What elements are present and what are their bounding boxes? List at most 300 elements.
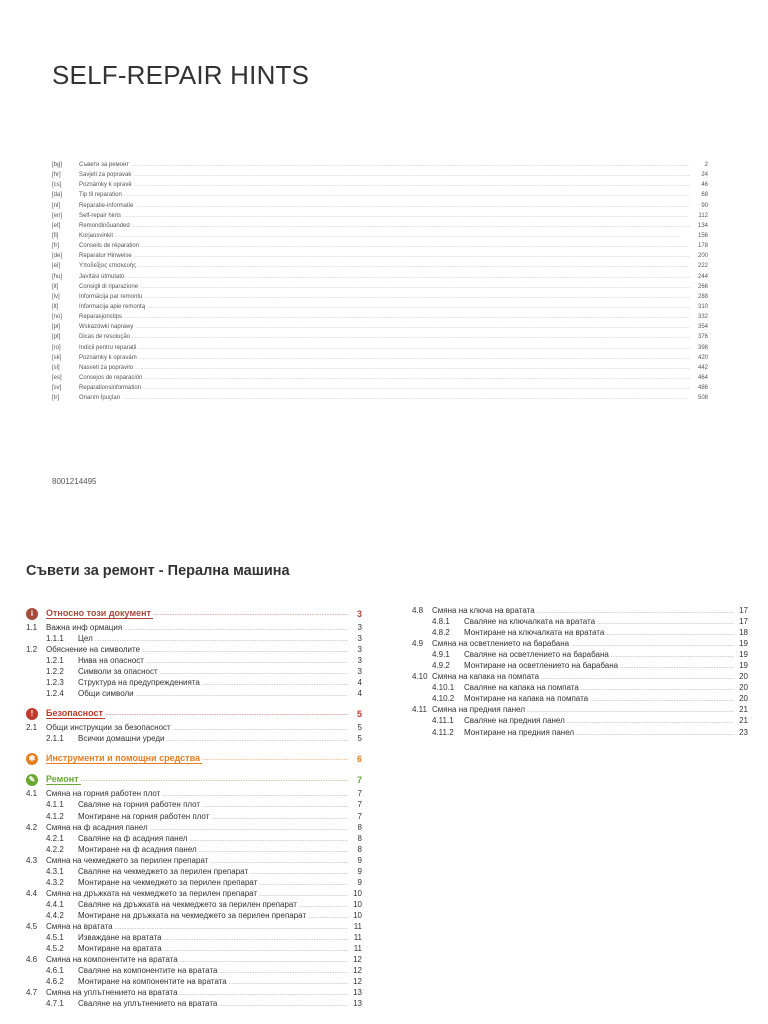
dot-leader bbox=[144, 375, 690, 381]
toc-title: Смяна на ключа на вратата bbox=[432, 606, 535, 615]
language-code: [tr] bbox=[52, 395, 59, 402]
toc-page-number: 21 bbox=[739, 716, 748, 726]
toc-number: 4.6.1 bbox=[46, 966, 64, 976]
toc-number: 4.10.2 bbox=[432, 694, 455, 704]
toc-chapter-title: Ремонт bbox=[46, 774, 79, 785]
toc-chapter-safety[interactable] bbox=[26, 706, 362, 721]
language-code: [sv] bbox=[52, 385, 62, 392]
toc-title: Сваляне на компонентите на вратата bbox=[78, 966, 218, 976]
dot-leader bbox=[146, 659, 348, 665]
language-row[interactable] bbox=[52, 284, 708, 294]
language-title: Wskazówki naprawy bbox=[79, 324, 134, 331]
language-title: Self-repair hints bbox=[79, 212, 122, 219]
toc-chapter-title: Безопасност bbox=[46, 708, 103, 719]
language-title: Reparatur Hinweise bbox=[79, 253, 132, 260]
toc-page-number: 23 bbox=[739, 727, 748, 737]
toc-section-row[interactable] bbox=[26, 623, 362, 634]
language-page-number: 90 bbox=[701, 202, 708, 209]
language-title: Nasveti za popravilo bbox=[79, 364, 134, 371]
toc-section-row[interactable] bbox=[26, 955, 362, 966]
toc-page-number: 3 bbox=[357, 656, 362, 666]
language-code: [fr] bbox=[52, 243, 59, 250]
toc-page-number: 13 bbox=[353, 988, 362, 998]
language-page-number: 376 bbox=[697, 334, 708, 341]
toc-page-number: 8 bbox=[357, 844, 362, 854]
toc-title: Смяна на горния работен плот bbox=[46, 789, 161, 799]
toc-title: Сваляне на горния работен плот bbox=[78, 800, 201, 810]
dot-leader bbox=[173, 726, 348, 732]
toc-number: 4.11.1 bbox=[432, 716, 454, 726]
tools-icon: ✱ bbox=[26, 753, 38, 765]
toc-title: Смяна на дръжката на чекмеджето за перилен препарат bbox=[46, 888, 258, 898]
language-row[interactable] bbox=[52, 213, 708, 223]
toc-page-number: 11 bbox=[353, 921, 362, 931]
toc-chapter-title: Относно този документ bbox=[46, 608, 151, 618]
dot-leader bbox=[229, 980, 348, 986]
toc-page-number: 9 bbox=[357, 855, 362, 865]
toc-chapter-page: 7 bbox=[356, 774, 362, 785]
toc-subsection-row[interactable] bbox=[26, 933, 362, 944]
toc-number: 4.9.1 bbox=[432, 650, 450, 660]
dot-leader bbox=[541, 675, 734, 681]
dot-leader bbox=[143, 385, 690, 391]
toc-subsection-row[interactable] bbox=[412, 683, 748, 694]
toc-number: 4.3.2 bbox=[46, 877, 64, 887]
toc-subsection-row[interactable] bbox=[26, 800, 362, 811]
dot-leader bbox=[611, 653, 734, 659]
toc-title: Сваляне на осветлението на барабана bbox=[464, 650, 609, 660]
toc-section-row[interactable] bbox=[26, 856, 362, 867]
toc-number: 1.1.1 bbox=[46, 634, 64, 644]
toc-title: Монтиране на капака на помпата bbox=[464, 694, 589, 704]
toc-number: 4.9.2 bbox=[432, 661, 450, 671]
dot-leader bbox=[140, 284, 690, 290]
toc-page-number: 5 bbox=[357, 723, 362, 733]
language-code: [hu] bbox=[52, 273, 63, 280]
toc-chapter-repair[interactable] bbox=[26, 772, 362, 787]
toc-title: Смяна на ф асадния панел bbox=[46, 822, 148, 832]
dot-leader bbox=[135, 324, 690, 330]
toc-subsection-row[interactable] bbox=[26, 845, 362, 856]
toc-page-number: 3 bbox=[357, 623, 362, 632]
toc-title: Всички домашни уреди bbox=[78, 734, 165, 744]
language-title: Dicas de resolução bbox=[79, 334, 131, 341]
language-page-number: 420 bbox=[697, 354, 708, 361]
language-title: Informācija par remontu bbox=[79, 293, 143, 300]
language-title: Poznámky k opravě bbox=[79, 182, 132, 189]
toc-chapter-doc[interactable] bbox=[26, 606, 362, 621]
language-row[interactable] bbox=[52, 182, 708, 192]
dot-leader bbox=[124, 314, 690, 320]
language-row[interactable] bbox=[52, 324, 708, 334]
toc-title: Смяна на компонентите на вратата bbox=[46, 955, 178, 965]
language-title: Savjeti za popravak bbox=[79, 172, 132, 179]
dot-leader bbox=[139, 355, 690, 361]
toc-page-number: 20 bbox=[739, 694, 748, 704]
toc-title: Сваляне на уплътнението на вратата bbox=[78, 999, 218, 1009]
language-code: [nl] bbox=[52, 202, 61, 209]
language-row[interactable] bbox=[52, 253, 708, 263]
language-title: Conseils de réparation bbox=[79, 243, 140, 250]
toc-page-number: 3 bbox=[357, 645, 362, 655]
dot-leader bbox=[142, 648, 348, 654]
language-code: [bg] bbox=[52, 162, 63, 168]
language-page-number: 46 bbox=[701, 182, 708, 189]
toc-number: 4.8.2 bbox=[432, 628, 450, 638]
language-title: Reparasjonstips bbox=[79, 314, 123, 321]
dot-leader bbox=[133, 172, 690, 178]
toc-subsection-row[interactable] bbox=[26, 944, 362, 955]
toc-page-number: 8 bbox=[357, 833, 362, 843]
toc-section-row[interactable] bbox=[26, 922, 362, 933]
language-row[interactable] bbox=[52, 263, 708, 273]
toc-title: Монтиране на дръжката на чекмеджето за перилен препарат bbox=[78, 910, 307, 920]
toc-subsection-row[interactable] bbox=[26, 900, 362, 911]
language-row[interactable] bbox=[52, 162, 708, 172]
dot-leader bbox=[131, 162, 690, 168]
language-page-number: 156 bbox=[697, 232, 708, 239]
toc-number: 4.2.1 bbox=[46, 833, 64, 843]
toc-section-row[interactable] bbox=[26, 889, 362, 900]
language-index bbox=[52, 162, 708, 405]
language-page-number: 266 bbox=[697, 283, 708, 290]
toc-page-number: 13 bbox=[353, 999, 362, 1009]
dot-leader bbox=[95, 637, 348, 643]
language-code: [lv] bbox=[52, 293, 60, 300]
info-icon: i bbox=[26, 608, 38, 620]
dot-leader bbox=[144, 294, 690, 300]
toc-page-number: 3 bbox=[357, 667, 362, 677]
language-row[interactable] bbox=[52, 274, 708, 284]
toc-section-row[interactable] bbox=[412, 639, 748, 650]
toc-section-row[interactable] bbox=[412, 672, 748, 683]
toc-title: Сваляне на дръжката на чекмеджето за перилен препарат bbox=[78, 899, 297, 909]
language-code: [et] bbox=[52, 222, 61, 229]
toc-number: 2.1 bbox=[26, 723, 38, 733]
toc-chapter-page: 6 bbox=[356, 753, 362, 764]
dot-leader bbox=[527, 708, 734, 714]
toc-page-number: 10 bbox=[353, 888, 362, 898]
dot-leader bbox=[138, 345, 690, 351]
language-code: [lt] bbox=[52, 303, 59, 310]
toc-section-row[interactable] bbox=[26, 789, 362, 800]
dot-leader bbox=[211, 815, 348, 821]
language-row[interactable] bbox=[52, 243, 708, 253]
toc-number: 4.4.1 bbox=[46, 899, 64, 909]
toc-number: 4.3 bbox=[26, 855, 38, 865]
toc-number: 1.2 bbox=[26, 645, 38, 655]
dot-leader bbox=[210, 859, 348, 865]
toc-number: 4.1 bbox=[26, 789, 38, 799]
toc-page-number: 12 bbox=[353, 955, 362, 965]
language-code: [cs] bbox=[52, 182, 62, 189]
language-row[interactable] bbox=[52, 203, 708, 213]
toc-number: 1.2.3 bbox=[46, 678, 64, 688]
toc-number: 4.4.2 bbox=[46, 910, 64, 920]
toc-title: Смяна на уплътнението на вратата bbox=[46, 988, 178, 998]
dot-leader bbox=[135, 203, 690, 209]
toc-page-number: 11 bbox=[353, 933, 362, 943]
language-page-number: 486 bbox=[697, 385, 708, 392]
toc-title: Сваляне на капака на помпата bbox=[464, 683, 579, 693]
toc-section-row[interactable] bbox=[26, 723, 362, 734]
language-title: Reparationsinformation bbox=[79, 385, 142, 392]
language-row[interactable] bbox=[52, 345, 708, 355]
language-page-number: 68 bbox=[701, 192, 708, 199]
toc-page-number: 21 bbox=[739, 705, 748, 715]
toc-subsection-row[interactable] bbox=[26, 977, 362, 988]
dot-leader bbox=[250, 870, 348, 876]
language-page-number: 222 bbox=[697, 263, 708, 270]
toc-number: 1.2.2 bbox=[46, 667, 64, 677]
language-page-number: 288 bbox=[697, 293, 708, 300]
dot-leader bbox=[81, 777, 348, 783]
toc-number: 4.6.2 bbox=[46, 977, 64, 987]
warning-icon: ! bbox=[26, 708, 38, 720]
language-title: Indicii pentru reparații bbox=[79, 344, 137, 351]
toc-page-number: 10 bbox=[353, 899, 362, 909]
language-code: [fi] bbox=[52, 232, 59, 239]
toc-title: Монтиране на ключалката на вратата bbox=[464, 628, 605, 638]
toc-page-number: 19 bbox=[739, 661, 748, 671]
toc-title: Смяна на капака на помпата bbox=[432, 672, 540, 682]
document-number: 8001214495 bbox=[52, 477, 97, 486]
language-row[interactable] bbox=[52, 304, 708, 314]
toc-subsection-row[interactable] bbox=[26, 667, 362, 678]
toc-subsection-row[interactable] bbox=[412, 617, 748, 628]
toc-title: Цел bbox=[78, 634, 93, 644]
dot-leader bbox=[164, 936, 348, 942]
dot-leader bbox=[571, 642, 734, 648]
toc-title: Смяна на осветлението на барабана bbox=[432, 639, 570, 649]
toc-subsection-row[interactable] bbox=[26, 878, 362, 889]
dot-leader bbox=[124, 626, 348, 632]
dot-leader bbox=[259, 881, 348, 887]
language-title: Tip til reparation bbox=[79, 192, 122, 199]
toc-title: Символи за опасност bbox=[78, 667, 158, 677]
language-code: [en] bbox=[52, 212, 63, 219]
toc-page-number: 19 bbox=[739, 639, 748, 649]
toc-section-row[interactable] bbox=[412, 606, 748, 617]
dot-leader bbox=[124, 192, 690, 198]
toc-title: Смяна на чекмеджето за перилен препарат bbox=[46, 855, 209, 865]
toc-subsection-row[interactable] bbox=[26, 634, 362, 645]
toc-page-number: 9 bbox=[357, 877, 362, 887]
language-title: Съвети за ремонт bbox=[79, 162, 130, 168]
language-page-number: 244 bbox=[697, 273, 708, 280]
toc-title: Сваляне на ф асадния панел bbox=[78, 833, 188, 843]
toc-page-number: 3 bbox=[357, 634, 362, 644]
language-page-number: 354 bbox=[697, 324, 708, 331]
toc-chapter-page: 5 bbox=[356, 708, 362, 719]
toc-title: Нива на опасност bbox=[78, 656, 144, 666]
toc-chapter-title: Инструменти и помощни средства bbox=[46, 753, 201, 764]
language-row[interactable] bbox=[52, 355, 708, 365]
language-code: [es] bbox=[52, 374, 62, 381]
toc-subsection-row[interactable] bbox=[26, 867, 362, 878]
toc-page-number: 8 bbox=[357, 822, 362, 832]
toc-page-number: 19 bbox=[739, 650, 748, 660]
dot-leader bbox=[167, 737, 348, 743]
toc-title: Смяна на предния панел bbox=[432, 705, 526, 715]
toc-section-row[interactable] bbox=[412, 705, 748, 716]
dot-leader bbox=[590, 697, 734, 703]
language-code: [hr] bbox=[52, 172, 61, 179]
toc-number: 4.5 bbox=[26, 921, 38, 931]
toc-chapter-page: 3 bbox=[356, 608, 362, 619]
wrench-icon: ✎ bbox=[26, 774, 38, 786]
language-row[interactable] bbox=[52, 223, 708, 233]
toc-subsection-row[interactable] bbox=[26, 689, 362, 700]
dot-leader bbox=[537, 609, 734, 615]
language-row[interactable] bbox=[52, 294, 708, 304]
toc-page-number: 12 bbox=[353, 966, 362, 976]
toc-subsection-row[interactable] bbox=[26, 656, 362, 667]
language-code: [it] bbox=[52, 283, 59, 290]
language-code: [no] bbox=[52, 314, 63, 321]
language-code: [el] bbox=[52, 263, 61, 270]
dot-leader bbox=[199, 848, 348, 854]
toc-title: Смяна на вратата bbox=[46, 921, 113, 931]
toc-title: Монтиране на осветлението на барабана bbox=[464, 661, 619, 671]
language-code: [de] bbox=[52, 253, 63, 260]
dot-leader bbox=[115, 233, 690, 239]
toc-subsection-row[interactable] bbox=[26, 834, 362, 845]
toc-title: Изваждане на вратата bbox=[78, 933, 162, 943]
dot-leader bbox=[606, 631, 734, 637]
dot-leader bbox=[202, 756, 348, 762]
language-code: [ro] bbox=[52, 344, 61, 351]
language-title: Poznámky k opravám bbox=[79, 354, 137, 361]
dot-leader bbox=[620, 664, 734, 670]
language-title: Consigli di riparazione bbox=[79, 283, 139, 290]
language-title: Remondinõuanded bbox=[79, 222, 130, 229]
toc-page-number: 20 bbox=[739, 683, 748, 693]
dot-leader bbox=[308, 914, 348, 920]
language-title: Informacija apie remontą bbox=[79, 303, 146, 310]
language-row[interactable] bbox=[52, 334, 708, 344]
language-title: Reparatie-informatie bbox=[79, 202, 134, 209]
dot-leader bbox=[581, 686, 734, 692]
language-row[interactable] bbox=[52, 395, 708, 405]
toc-subsection-row[interactable] bbox=[26, 812, 362, 823]
language-row[interactable] bbox=[52, 375, 708, 385]
toc-page-number: 20 bbox=[739, 672, 748, 682]
language-row[interactable] bbox=[52, 192, 708, 202]
toc-page-number: 12 bbox=[353, 977, 362, 987]
language-page-number: 178 bbox=[697, 243, 708, 250]
toc-title: Важна инф ормация bbox=[46, 623, 123, 632]
language-page-number: 442 bbox=[697, 364, 708, 371]
toc-number: 1.1 bbox=[26, 623, 38, 632]
toc-subsection-row[interactable] bbox=[412, 694, 748, 705]
dot-leader bbox=[136, 692, 348, 698]
dot-leader bbox=[132, 223, 690, 229]
toc-title: Сваляне на ключалката на вратата bbox=[464, 617, 596, 627]
toc-number: 4.10.1 bbox=[432, 683, 455, 693]
toc-subsection-row[interactable] bbox=[412, 716, 748, 727]
toc-subsection-row[interactable] bbox=[26, 966, 362, 977]
language-page-number: 398 bbox=[697, 344, 708, 351]
dot-leader bbox=[180, 958, 348, 964]
toc-number: 4.11 bbox=[412, 705, 427, 715]
toc-section-row[interactable] bbox=[26, 645, 362, 656]
dot-leader bbox=[299, 903, 348, 909]
language-row[interactable] bbox=[52, 172, 708, 182]
toc-subsection-row[interactable] bbox=[412, 650, 748, 661]
language-title: Korjausvinkit bbox=[79, 232, 114, 239]
language-code: [sk] bbox=[52, 354, 62, 361]
toc-section-row[interactable] bbox=[26, 823, 362, 834]
language-title: Υποδείξεις επισκευής bbox=[79, 263, 137, 270]
toc-title: Общи символи bbox=[78, 689, 134, 699]
language-page-number: 24 bbox=[701, 172, 708, 179]
toc-subsection-row[interactable] bbox=[412, 628, 748, 639]
toc-subsection-row[interactable] bbox=[412, 661, 748, 672]
dot-leader bbox=[132, 334, 690, 340]
language-page-number: 134 bbox=[697, 222, 708, 229]
language-row[interactable] bbox=[52, 233, 708, 243]
toc-subsection-row[interactable] bbox=[26, 999, 362, 1010]
dot-leader bbox=[138, 263, 690, 269]
toc-heading: Съвети за ремонт - Перална машина bbox=[26, 563, 290, 579]
toc-subsection-row[interactable] bbox=[26, 911, 362, 922]
toc-page-number: 10 bbox=[353, 910, 362, 920]
toc-page-number: 18 bbox=[739, 628, 748, 638]
toc-number: 1.2.4 bbox=[46, 689, 64, 699]
dot-leader bbox=[162, 792, 348, 798]
language-page-number: 200 bbox=[697, 253, 708, 260]
toc-section-row[interactable] bbox=[26, 988, 362, 999]
language-row[interactable] bbox=[52, 385, 708, 395]
toc-subsection-row[interactable] bbox=[26, 678, 362, 689]
dot-leader bbox=[141, 243, 690, 249]
language-page-number: 112 bbox=[698, 212, 708, 219]
language-row[interactable] bbox=[52, 314, 708, 324]
toc-number: 2.1.1 bbox=[46, 734, 64, 744]
toc-number: 4.5.2 bbox=[46, 944, 64, 954]
dot-leader bbox=[219, 1002, 348, 1008]
language-title: Javítási útmutató bbox=[79, 273, 125, 280]
toc-subsection-row[interactable] bbox=[412, 728, 748, 739]
dot-leader bbox=[134, 182, 690, 188]
language-code: [sl] bbox=[52, 364, 60, 371]
toc-left-column bbox=[26, 606, 362, 1010]
dot-leader bbox=[134, 253, 690, 259]
toc-chapter-tools[interactable] bbox=[26, 751, 362, 766]
language-row[interactable] bbox=[52, 365, 708, 375]
toc-title: Общи инструкции за безопасност bbox=[46, 723, 171, 733]
toc-page-number: 5 bbox=[357, 734, 362, 744]
dot-leader bbox=[576, 731, 734, 737]
dot-leader bbox=[180, 991, 348, 997]
language-code: [pt] bbox=[52, 334, 61, 341]
toc-number: 4.10 bbox=[412, 672, 428, 682]
toc-number: 4.2 bbox=[26, 822, 38, 832]
language-code: [pl] bbox=[52, 324, 61, 331]
language-title: Onarım İpuçları bbox=[79, 395, 121, 402]
toc-subsection-row[interactable] bbox=[26, 734, 362, 745]
language-page-number: 508 bbox=[697, 395, 708, 402]
toc-page-number: 7 bbox=[357, 811, 362, 821]
dot-leader bbox=[126, 274, 690, 280]
toc-title: Монтиране на компонентите на вратата bbox=[78, 977, 227, 987]
toc-title: Монтиране на горния работен плот bbox=[78, 811, 210, 821]
dot-leader bbox=[567, 719, 734, 725]
language-page-number: 310 bbox=[697, 303, 708, 310]
document-title: SELF-REPAIR HINTS bbox=[52, 60, 310, 90]
dot-leader bbox=[219, 969, 348, 975]
